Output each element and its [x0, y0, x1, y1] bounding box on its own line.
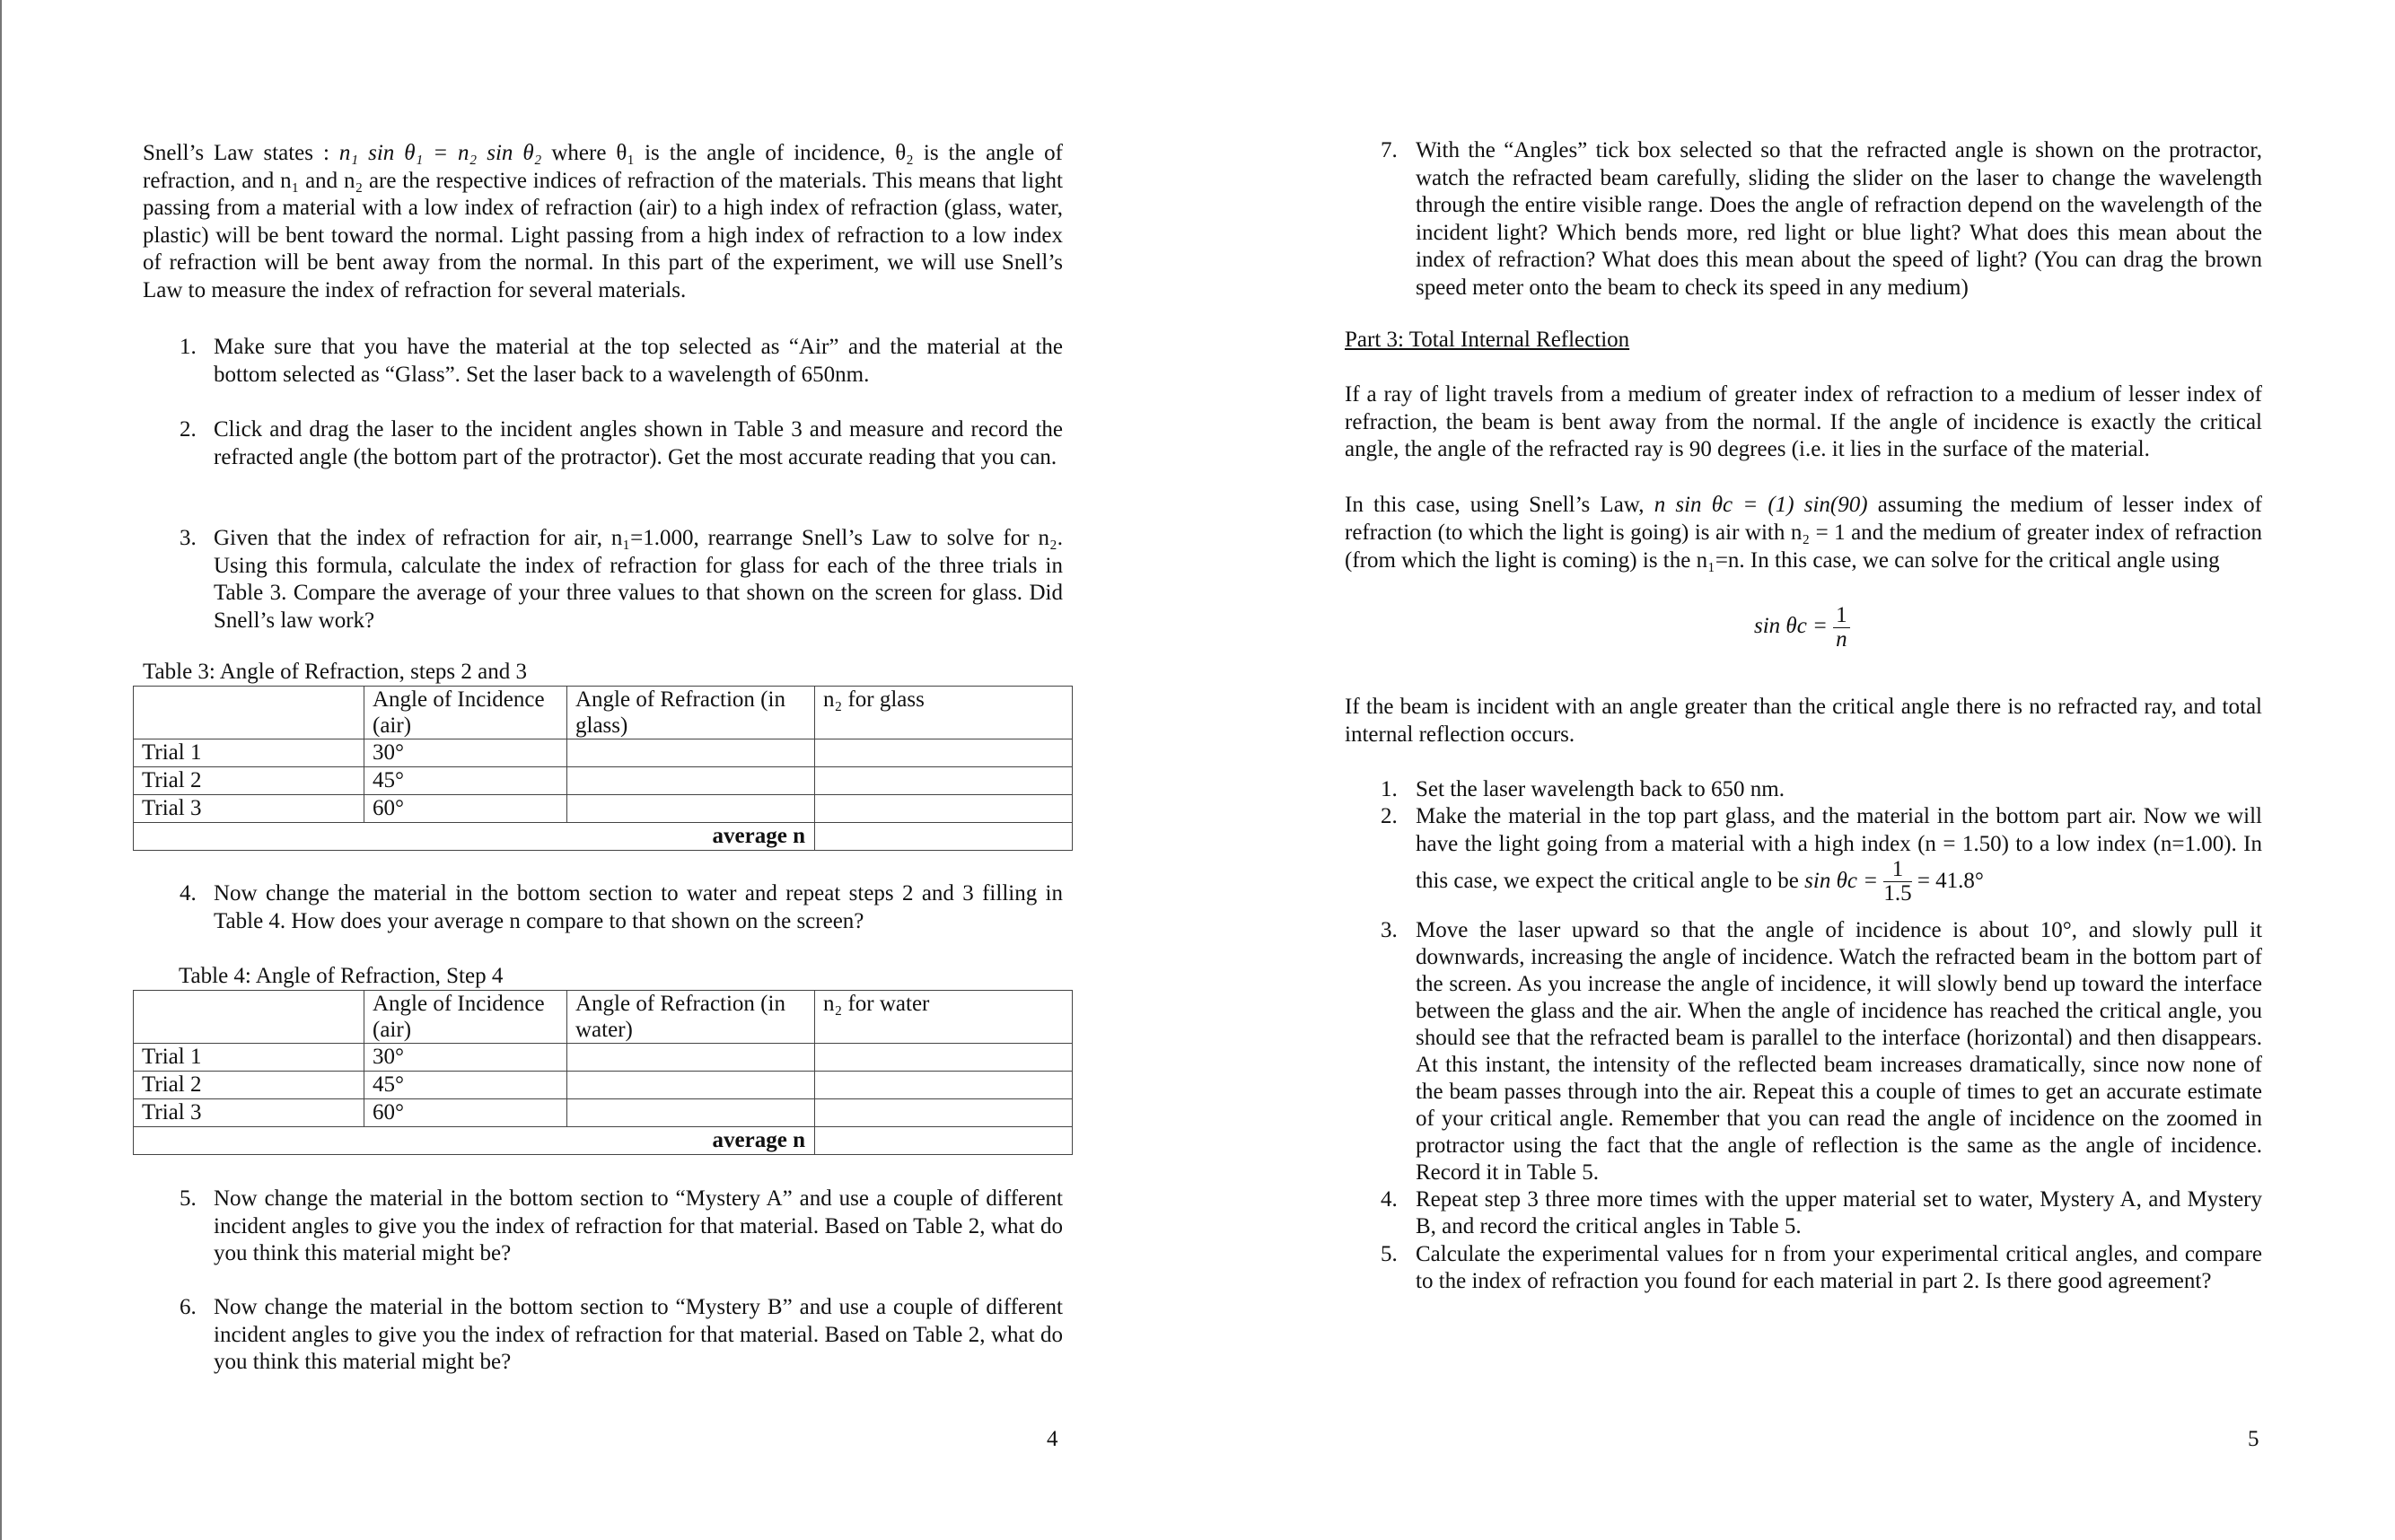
- table-3: [133, 686, 1073, 851]
- fraction-numerator: 1: [1833, 604, 1850, 628]
- tir-step-1-text: Set the laser wavelength back to 650 nm.: [1416, 777, 1785, 801]
- step-3-text: Given that the index of refraction for air, n₁=1.000, rearrange Snell’s Law to solve for n₂. Using this formula, calculate the index of refraction for glass for each of the three trials in Table 3. Compare the average of your three values to that shown on the screen for glass. Did Snell’s law work?: [214, 526, 1063, 633]
- average-label: average n: [134, 1127, 815, 1155]
- average-n-cell: [815, 1127, 1073, 1155]
- step-7-number: 7.: [1381, 138, 1398, 162]
- table-average-row: [134, 823, 1073, 851]
- tir-paragraph-2: [1345, 491, 2262, 574]
- snells-law-formula: n₁ sin θ₁ = n₂ sin θ₂: [338, 141, 542, 165]
- tir-step-3-number: 3.: [1381, 918, 1398, 942]
- step-2-text: Click and drag the laser to the incident angles shown in Table 3 and measure and record the refracted angle (the bottom part of the protractor). Get the most accurate reading that you can.: [214, 417, 1063, 469]
- table-row: [134, 1072, 1073, 1099]
- tir-step-4-text: Repeat step 3 three more times with the upper material set to water, Mystery A, and Mystery B, and record the critical angles in Table 5.: [1416, 1187, 2262, 1238]
- trial-label: Trial 1: [134, 739, 364, 767]
- table-header-cell: Angle of Refraction (in water): [567, 991, 815, 1044]
- step-2-number: 2.: [180, 417, 197, 442]
- step-4-text: Now change the material in the bottom section to water and repeat steps 2 and 3 filling in Table 4. How does your average n compare to that shown on the screen?: [214, 881, 1063, 933]
- tir-step-1-number: 1.: [1381, 777, 1398, 801]
- incidence-angle: 45°: [364, 1072, 567, 1099]
- table-header-cell: [134, 991, 364, 1044]
- n2-cell: [815, 1044, 1073, 1072]
- step-6-number: 6.: [180, 1295, 197, 1319]
- refraction-angle-cell: [567, 1072, 815, 1099]
- step-5-number: 5.: [180, 1186, 197, 1211]
- refraction-angle-cell: [567, 767, 815, 795]
- trial-label: Trial 3: [134, 795, 364, 823]
- tir-step-5-number: 5.: [1381, 1242, 1398, 1266]
- tir-step-2-number: 2.: [1381, 804, 1398, 828]
- n2-cell: [815, 1099, 1073, 1127]
- table-header-cell: Angle of Incidence (air): [364, 687, 567, 739]
- n2-cell: [815, 767, 1073, 795]
- part-3-heading: Part 3: Total Internal Reflection: [1345, 328, 1630, 352]
- critical-eq-fraction: [1833, 604, 1850, 652]
- tir-paragraph-1: If a ray of light travels from a medium of greater index of refraction to a medium of lesser index of refraction, the beam is bent away from the normal. If the angle of incidence is exactly the critical angle, the angle of the refracted ray is 90 degrees (i.e. it lies in the surface of the material.: [1345, 382, 2262, 461]
- step-4-number: 4.: [180, 881, 197, 906]
- step-3-number: 3.: [180, 526, 197, 550]
- tir-step-2-fraction: [1883, 858, 1911, 906]
- average-label: average n: [134, 823, 815, 851]
- step-7-text: With the “Angles” tick box selected so that the refracted angle is shown on the protractor, watch the refracted beam carefully, sliding the slider on the laser to change the wavelength through the entire visible range. Does the angle of refraction depend on the wavelength of the incident light? Which bends more, red light or blue light? What does this mean about the index of refraction? What does this mean about the speed of light? (You can drag the brown speed meter onto the beam to check its speed in any medium): [1416, 138, 2262, 300]
- page-5: [1198, 0, 2395, 1540]
- incidence-angle: 30°: [364, 1044, 567, 1072]
- n2-cell: [815, 739, 1073, 767]
- table-row: [134, 1044, 1073, 1072]
- incidence-angle: 60°: [364, 1099, 567, 1127]
- n2-cell: [815, 1072, 1073, 1099]
- table-4-caption: Table 4: Angle of Refraction, Step 4: [179, 964, 504, 988]
- tir-step-3-text: Move the laser upward so that the angle of incidence is about 10°, and slowly pull it downwards, increasing the angle of incidence. Watch the refracted beam in the bottom part of the screen. As you increase the angle of incidence, it will slowly bend up toward the interface between the glass and the air. When the angle of incidence has reached the critical angle, you should see that the refracted beam is parallel to the interface (horizontal) and then disappears. At this instant, the intensity of the reflected beam increases dramatically, since now none of the beam passes through into the air. Repeat this a couple of times to get an accurate estimate of your critical angle. Remember that you can read the angle of incidence on the zoomed in protractor using the fact that the angle of reflection is the same as the angle of incidence. Record it in Table 5.: [1416, 918, 2262, 1185]
- table-4: [133, 990, 1073, 1155]
- fraction-denominator: 1.5: [1883, 881, 1912, 906]
- table-header-cell: n₂ for glass: [815, 687, 1073, 739]
- average-n-cell: [815, 823, 1073, 851]
- tir-step-2-text: [1416, 803, 2262, 906]
- tir-step-2-eq-lhs: sin θc =: [1804, 869, 1879, 893]
- step-1-text: Make sure that you have the material at the top selected as “Air” and the material at the bottom selected as “Glass”. Set the laser back to a wavelength of 650nm.: [214, 335, 1063, 387]
- incidence-angle: 45°: [364, 767, 567, 795]
- table-row: [134, 739, 1073, 767]
- tir-step-2-eq-rhs: = 41.8°: [1917, 869, 1984, 893]
- table-row: [134, 767, 1073, 795]
- tir-p2-lead: In this case, using Snell’s Law,: [1345, 493, 1654, 517]
- snells-law-intro-paragraph: [143, 140, 1063, 304]
- table-header-row: [134, 687, 1073, 739]
- tir-step-4-number: 4.: [1381, 1187, 1398, 1212]
- table-header-row: [134, 991, 1073, 1044]
- page-number: 4: [1047, 1427, 1058, 1451]
- snells-law-critical-formula: n sin θc = (1) sin(90): [1654, 493, 1868, 517]
- table-row: [134, 795, 1073, 823]
- n2-cell: [815, 795, 1073, 823]
- refraction-angle-cell: [567, 1099, 815, 1127]
- tir-p2-body: assuming the medium of lesser index of refraction (to which the light is going) is air with n₂ = 1 and the medium of greater index of refraction (from which the light is coming) is the n₁=n. In this case, we can solve for the critical angle using: [1345, 493, 2262, 573]
- trial-label: Trial 3: [134, 1099, 364, 1127]
- intro-lead-text: Snell’s Law states :: [143, 141, 339, 165]
- page-number: 5: [2248, 1427, 2259, 1451]
- refraction-angle-cell: [567, 739, 815, 767]
- tir-paragraph-3: If the beam is incident with an angle greater than the critical angle there is no refracted ray, and total internal reflection occurs.: [1345, 695, 2262, 747]
- refraction-angle-cell: [567, 1044, 815, 1072]
- critical-angle-equation: [1754, 604, 1850, 652]
- trial-label: Trial 2: [134, 1072, 364, 1099]
- table-header-cell: [134, 687, 364, 739]
- trial-label: Trial 2: [134, 767, 364, 795]
- step-5-text: Now change the material in the bottom section to “Mystery A” and use a couple of different incident angles to give you the index of refraction for that material. Based on Table 2, what do you think this material might be?: [214, 1186, 1063, 1265]
- table-header-cell: Angle of Incidence (air): [364, 991, 567, 1044]
- table-header-cell: Angle of Refraction (in glass): [567, 687, 815, 739]
- table-average-row: [134, 1127, 1073, 1155]
- incidence-angle: 60°: [364, 795, 567, 823]
- table-header-cell: n₂ for water: [815, 991, 1073, 1044]
- intro-body-text: where θ₁ is the angle of incidence, θ₂ is the angle of refraction, and n₁ and n₂ are the respective indices of refraction of the materials. This means that light passing from a material with a low index of refraction (air) to a high index of refraction (glass, water, plastic) will be bent toward the normal. Light passing from a high index of refraction to a low index of refraction will be bent away from the normal. In this part of the experiment, we will use Snell’s Law to measure the index of refraction for several materials.: [143, 141, 1064, 302]
- table-row: [134, 1099, 1073, 1127]
- refraction-angle-cell: [567, 795, 815, 823]
- trial-label: Trial 1: [134, 1044, 364, 1072]
- fraction-numerator: 1: [1883, 858, 1911, 882]
- critical-eq-lhs: sin θc =: [1754, 614, 1828, 639]
- table-3-caption: Table 3: Angle of Refraction, steps 2 and 3: [143, 660, 528, 684]
- incidence-angle: 30°: [364, 739, 567, 767]
- step-6-text: Now change the material in the bottom section to “Mystery B” and use a couple of different incident angles to give you the index of refraction for that material. Based on Table 2, what do you think this material might be?: [214, 1295, 1063, 1374]
- step-1-number: 1.: [180, 335, 197, 359]
- fraction-denominator: n: [1836, 627, 1847, 652]
- tir-step-2-body: Make the material in the top part glass, and the material in the bottom part air. Now we will have the light going from a material with a high index (n = 1.50) to a low index (n=1.00). In this case, we expect the critical angle to be: [1416, 804, 2262, 893]
- tir-step-5-text: Calculate the experimental values for n from your experimental critical angles, and compare to the index of refraction you found for each material in part 2. Is there good agreement?: [1416, 1242, 2262, 1293]
